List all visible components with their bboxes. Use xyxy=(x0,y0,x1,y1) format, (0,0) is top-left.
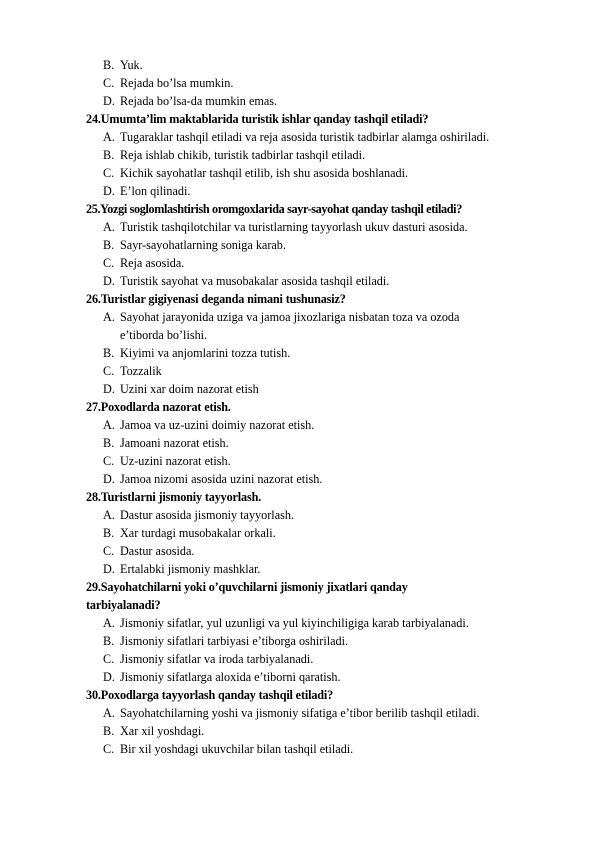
option-letter: C. xyxy=(103,364,115,378)
question-heading: 24.Umumta’lim maktablarida turistik ishlar qanday tashqil etiladi? xyxy=(86,112,429,126)
option-letter: A. xyxy=(103,616,115,630)
option-text: Sayr-sayohatlarning soniga karab. xyxy=(120,238,286,252)
document-page xyxy=(0,56,595,758)
question-heading: 25.Yozgi soglomlashtirish oromgoxlarida sayr-sayohat qanday tashqil etiladi? xyxy=(86,202,462,216)
answer-option xyxy=(0,452,595,470)
answer-option xyxy=(0,92,595,110)
option-letter: C. xyxy=(103,742,115,756)
option-letter: D. xyxy=(103,94,115,108)
question-heading-continuation: tarbiyalanadi? xyxy=(86,598,161,612)
option-letter: B. xyxy=(103,58,115,72)
option-text: Ertalabki jismoniy mashklar. xyxy=(120,562,261,576)
option-text: Sayohatchilarning yoshi va jismoniy sifatiga e’tibor berilib tashqil etiladi. xyxy=(120,706,480,720)
answer-option xyxy=(0,668,595,686)
answer-option xyxy=(0,236,595,254)
option-letter: D. xyxy=(103,274,115,288)
option-text: Jismoniy sifatlarga aloxida e’tiborni qaratish. xyxy=(120,670,341,684)
answer-option xyxy=(0,218,595,236)
answer-option xyxy=(0,272,595,290)
option-text: Dastur asosida jismoniy tayyorlash. xyxy=(120,508,294,522)
option-letter: C. xyxy=(103,652,115,666)
question-heading: 29.Sayohatchilarni yoki o’quvchilarni jismoniy jixatlari qanday xyxy=(86,580,408,594)
answer-option xyxy=(0,524,595,542)
option-letter: D. xyxy=(103,472,115,486)
option-text: Jamoani nazorat etish. xyxy=(120,436,229,450)
option-text: Jismoniy sifatlar, yul uzunligi va yul kiyinchiligiga karab tarbiyalanadi. xyxy=(120,616,469,630)
answer-option xyxy=(0,380,595,398)
answer-option xyxy=(0,470,595,488)
question-heading: 28.Turistlarni jismoniy tayyorlash. xyxy=(86,490,262,504)
answer-option xyxy=(0,56,595,74)
option-text: Turistik tashqilotchilar va turistlarning tayyorlash ukuv dasturi asosida. xyxy=(120,220,468,234)
option-text: Dastur asosida. xyxy=(120,544,195,558)
option-text: Tugaraklar tashqil etiladi va reja asosida turistik tadbirlar alamga oshiriladi. xyxy=(120,130,490,144)
option-text: Rejada bo’lsa mumkin. xyxy=(120,76,234,90)
option-text-continuation: e’tiborda bo’lishi. xyxy=(120,328,208,342)
answer-option xyxy=(0,632,595,650)
option-text: Jamoa nizomi asosida uzini nazorat etish. xyxy=(120,472,323,486)
option-text: Uz-uzini nazorat etish. xyxy=(120,454,231,468)
option-letter: C. xyxy=(103,544,115,558)
option-letter: B. xyxy=(103,346,115,360)
option-letter: B. xyxy=(103,526,115,540)
option-letter: A. xyxy=(103,706,115,720)
option-text: Tozzalik xyxy=(120,364,162,378)
answer-option xyxy=(0,740,595,758)
answer-option xyxy=(0,614,595,632)
option-text: Kiyimi va anjomlarini tozza tutish. xyxy=(120,346,291,360)
option-letter: D. xyxy=(103,382,115,396)
option-text: Jamoa va uz-uzini doimiy nazorat etish. xyxy=(120,418,315,432)
option-letter: D. xyxy=(103,670,115,684)
answer-option xyxy=(0,146,595,164)
answer-option xyxy=(0,506,595,524)
option-text: E’lon qilinadi. xyxy=(120,184,191,198)
answer-option xyxy=(0,434,595,452)
option-text: Jismoniy sifatlar va iroda tarbiyalanadi. xyxy=(120,652,314,666)
option-letter: D. xyxy=(103,184,115,198)
option-text: Rejada bo’lsa-da mumkin emas. xyxy=(120,94,278,108)
option-text: Jismoniy sifatlari tarbiyasi e’tiborga oshiriladi. xyxy=(120,634,349,648)
option-letter: D. xyxy=(103,562,115,576)
option-text: Reja ishlab chikib, turistik tadbirlar tashqil etiladi. xyxy=(120,148,366,162)
option-letter: B. xyxy=(103,238,115,252)
answer-option xyxy=(0,74,595,92)
option-letter: A. xyxy=(103,310,115,324)
option-text: Turistik sayohat va musobakalar asosida tashqil etiladi. xyxy=(120,274,390,288)
answer-option xyxy=(0,344,595,362)
answer-option xyxy=(0,128,595,146)
option-text: Xar xil yoshdagi. xyxy=(120,724,205,738)
option-letter: B. xyxy=(103,634,115,648)
option-text: Xar turdagi musobakalar orkali. xyxy=(120,526,276,540)
option-letter: B. xyxy=(103,724,115,738)
answer-option xyxy=(0,650,595,668)
option-text: Bir xil yoshdagi ukuvchilar bilan tashqil etiladi. xyxy=(120,742,354,756)
option-text: Yuk. xyxy=(120,58,143,72)
question-heading: 26.Turistlar gigiyenasi deganda nimani tushunasiz? xyxy=(86,292,346,306)
answer-option xyxy=(0,308,595,326)
option-letter: A. xyxy=(103,508,115,522)
option-letter: C. xyxy=(103,454,115,468)
option-letter: C. xyxy=(103,256,115,270)
answer-option xyxy=(0,722,595,740)
answer-option xyxy=(0,362,595,380)
answer-option xyxy=(0,416,595,434)
answer-option xyxy=(0,182,595,200)
option-letter: B. xyxy=(103,148,115,162)
option-letter: A. xyxy=(103,418,115,432)
question-heading: 30.Poxodlarga tayyorlash qanday tashqil etiladi? xyxy=(86,688,334,702)
answer-option xyxy=(0,560,595,578)
option-text: Reja asosida. xyxy=(120,256,185,270)
option-letter: A. xyxy=(103,220,115,234)
option-letter: C. xyxy=(103,166,115,180)
question-heading: 27.Poxodlarda nazorat etish. xyxy=(86,400,231,414)
answer-option xyxy=(0,164,595,182)
option-text: Sayohat jarayonida uziga va jamoa jixozlariga nisbatan toza va ozoda xyxy=(120,310,460,324)
option-text: Kichik sayohatlar tashqil etilib, ish shu asosida boshlanadi. xyxy=(120,166,409,180)
answer-option xyxy=(0,704,595,722)
answer-option xyxy=(0,254,595,272)
option-letter: B. xyxy=(103,436,115,450)
option-letter: A. xyxy=(103,130,115,144)
option-text: Uzini xar doim nazorat etish xyxy=(120,382,259,396)
answer-option xyxy=(0,542,595,560)
option-letter: C. xyxy=(103,76,115,90)
